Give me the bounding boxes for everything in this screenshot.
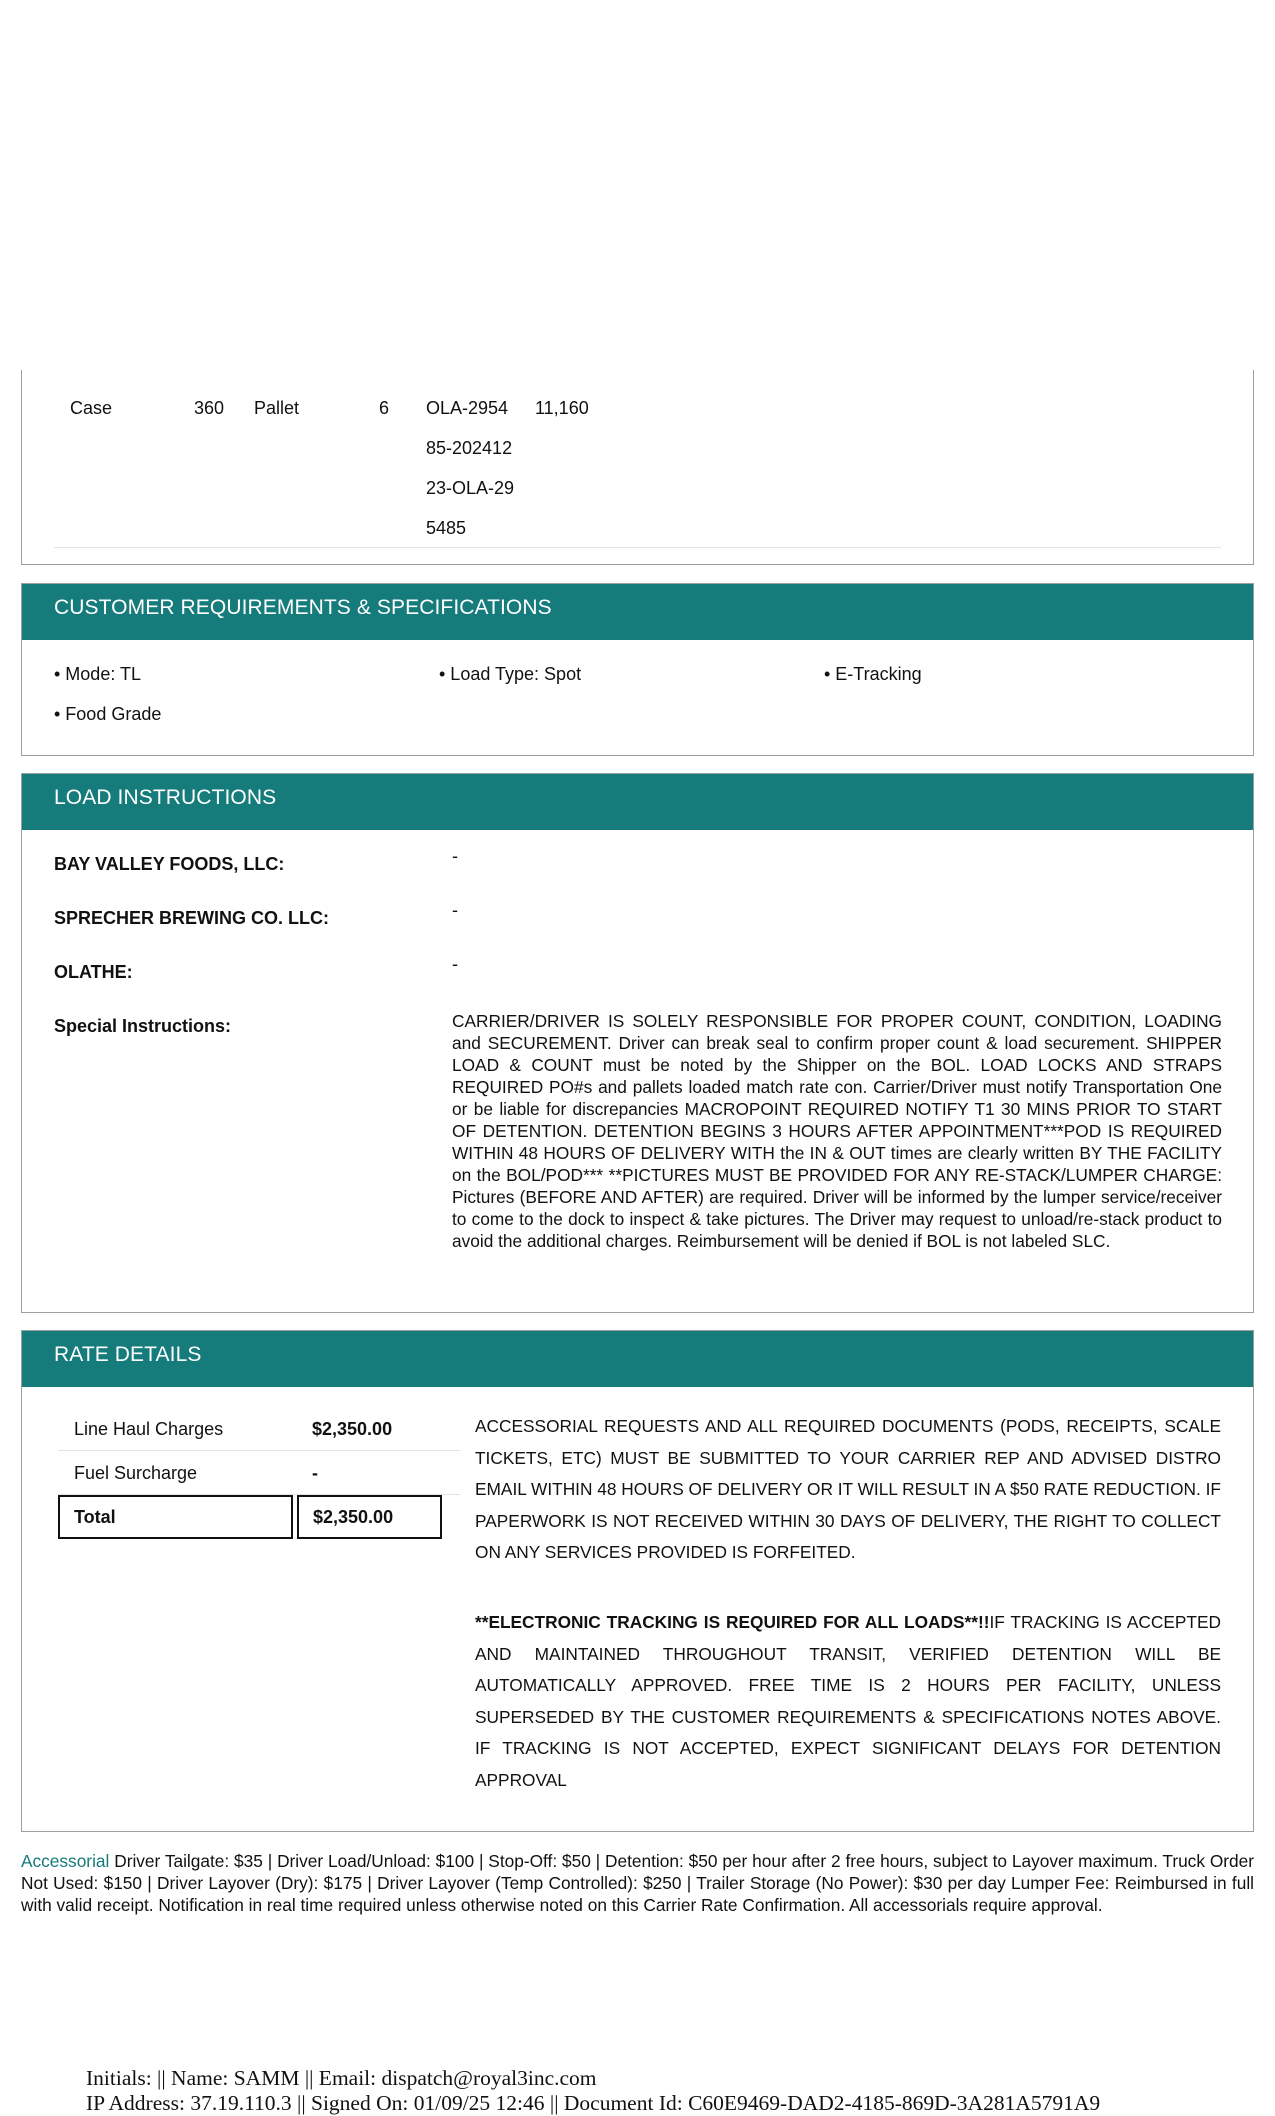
- signature-footer: [86, 2066, 1100, 2116]
- tracking-notice: [475, 1607, 1221, 1796]
- commodity-package: Pallet: [254, 398, 300, 418]
- accessorial-note: [21, 1850, 1254, 1916]
- rate-details-title: RATE DETAILS: [22, 1331, 1253, 1387]
- shipper-value: -: [452, 846, 458, 866]
- tracking-notice-text: IF TRACKING IS ACCEPTED AND MAINTAINED THROUGHOUT TRANSIT, VERIFIED DETENTION WILL BE AUTOMATICALLY APPROVED. FREE TIME IS 2 HOURS PER FACILITY, UNLESS SUPERSEDED BY THE CUSTOMER REQUIREMENTS & SPECIFICATIONS NOTES ABOVE. IF TRACKING IS NOT ACCEPTED, EXPECT SIGNIFICANT DELAYS FOR DETENTION APPROVAL: [475, 1612, 1221, 1790]
- requirement-item: • Load Type: Spot: [439, 664, 582, 684]
- rate-details-panel: [21, 1330, 1254, 1832]
- commodity-quantity: 360: [194, 398, 225, 418]
- location-value: -: [452, 954, 458, 974]
- shipper-label: BAY VALLEY FOODS, LLC:: [54, 854, 285, 874]
- total-label: Total: [58, 1495, 293, 1539]
- requirement-item: • Mode: TL: [54, 664, 142, 684]
- tracking-notice-bold: **ELECTRONIC TRACKING IS REQUIRED FOR ALL LOADS**!!: [475, 1612, 990, 1632]
- rate-label: Fuel Surcharge: [74, 1463, 198, 1483]
- total-value: $2,350.00: [297, 1495, 442, 1539]
- rate-value: -: [312, 1463, 318, 1483]
- commodity-pallet-count: 6: [379, 398, 390, 418]
- signature-line-2: IP Address: 37.19.110.3 || Signed On: 01/09/25 12:46 || Document Id: C60E9469-DAD2-4185-869D-3A281A5791A9: [86, 2091, 1101, 2115]
- receiver-value: -: [452, 900, 458, 920]
- receiver-label: SPRECHER BREWING CO. LLC:: [54, 908, 330, 928]
- special-instructions-text: CARRIER/DRIVER IS SOLELY RESPONSIBLE FOR PROPER COUNT, CONDITION, LOADING and SECUREMENT. Driver can break seal to confirm proper count & load securement. SHIPPER LOAD & COUNT must be noted by the Shipper on the BOL. LOAD LOCKS AND STRAPS REQUIRED PO#s and pallets loaded match rate con. Carrier/Driver must notify Transportation One or be liable for discrepancies MACROPOINT REQUIRED NOTIFY T1 30 MINS PRIOR TO START OF DETENTION. DETENTION BEGINS 3 HOURS AFTER APPOINTMENT***POD IS REQUIRED WITHIN 48 HOURS OF DELIVERY WITH the IN & OUT times are clearly written BY THE FACILITY on the BOL/POD*** **PICTURES MUST BE PROVIDED FOR ANY RE-STACK/LUMPER CHARGE: Pictures (BEFORE AND AFTER) are required. Driver will be informed by the lumper service/receiver to come to the dock to inspect & take pictures. The Driver may request to unload/re-stack product to avoid the additional charges. Reimbursement will be denied if BOL is not labeled SLC.: [452, 1011, 1222, 1251]
- documents-notice: ACCESSORIAL REQUESTS AND ALL REQUIRED DOCUMENTS (PODS, RECEIPTS, SCALE TICKETS, ETC) MUST BE SUBMITTED TO YOUR CARRIER REP AND ADVISED DISTRO EMAIL WITHIN 48 HOURS OF DELIVERY OR IT WILL RESULT IN A $50 RATE REDUCTION. IF PAPERWORK IS NOT RECEIVED WITHIN 30 DAYS OF DELIVERY, THE RIGHT TO COLLECT ON ANY SERVICES PROVIDED IS FORFEITED.: [475, 1416, 1221, 1562]
- commodity-panel: [21, 370, 1254, 565]
- commodity-unit: Case: [70, 398, 113, 418]
- rate-row-line-haul: [58, 1407, 460, 1451]
- load-instructions-panel: [21, 773, 1254, 1313]
- requirements-panel: [21, 583, 1254, 756]
- requirement-item: • E-Tracking: [824, 664, 922, 684]
- accessorial-label: Accessorial: [21, 1851, 110, 1871]
- commodity-weight: 11,160: [535, 398, 589, 418]
- load-instructions-title: LOAD INSTRUCTIONS: [22, 774, 1253, 830]
- commodity-po-line: 5485: [426, 518, 467, 538]
- accessorial-text: Driver Tailgate: $35 | Driver Load/Unload: $100 | Stop-Off: $50 | Detention: $50 per hour after 2 free hours, subject to Layover maximum. Truck Order Not Used: $150 | Driver Layover (Dry): $175 | Driver Layover (Temp Controlled): $250 | Trailer Storage (No Power): $30 per day Lumper Fee: Reimbursed in full with valid receipt. Notification in real time required unless otherwise noted on this Carrier Rate Confirmation. All accessorials require approval.: [21, 1851, 1254, 1915]
- commodity-po-line: 23-OLA-29: [426, 478, 515, 498]
- location-label: OLATHE:: [54, 962, 133, 982]
- requirement-item: • Food Grade: [54, 704, 162, 724]
- rate-value: $2,350.00: [312, 1419, 393, 1439]
- signature-line-1: Initials: || Name: SAMM || Email: dispatch@royal3inc.com: [86, 2066, 597, 2090]
- requirements-title: CUSTOMER REQUIREMENTS & SPECIFICATIONS: [22, 584, 1253, 640]
- rate-row-fuel: [58, 1451, 460, 1495]
- special-instructions-label: Special Instructions:: [54, 1016, 232, 1036]
- commodity-divider: [54, 547, 1221, 548]
- commodity-po-line: 85-202412: [426, 438, 513, 458]
- commodity-po-line: OLA-2954: [426, 398, 509, 418]
- rate-label: Line Haul Charges: [74, 1419, 224, 1439]
